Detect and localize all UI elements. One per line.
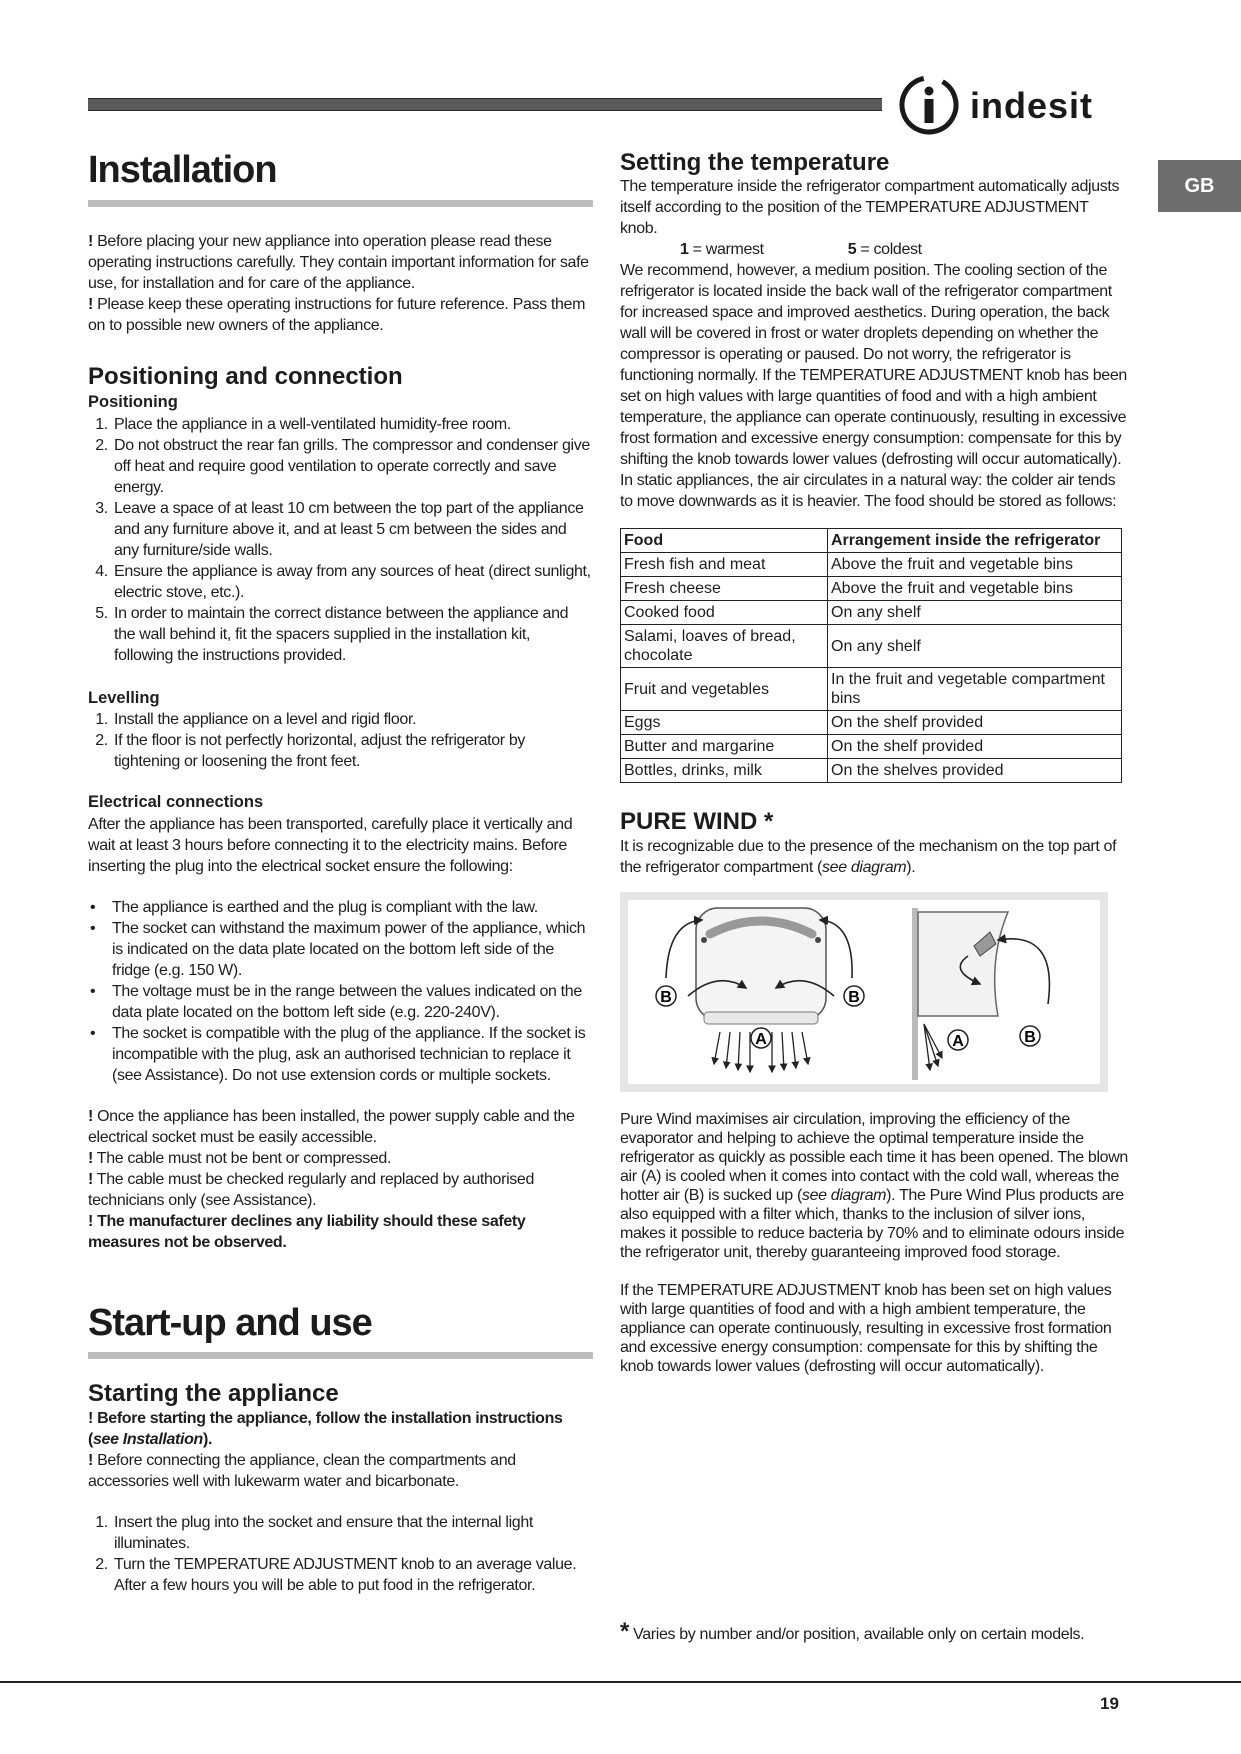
table-header: Arrangement inside the refrigerator bbox=[828, 529, 1122, 553]
warning-text: ! The cable must be checked regularly and replaced by authorised technicians only (see Assistance). bbox=[88, 1170, 535, 1209]
table-cell: On the shelves provided bbox=[828, 759, 1122, 783]
table-cell: On any shelf bbox=[828, 601, 1122, 625]
indesit-logo bbox=[896, 72, 1128, 138]
table-cell: Fruit and vegetables bbox=[621, 668, 828, 711]
starting-heading: Starting the appliance bbox=[88, 1380, 339, 1408]
purewind-heading: PURE WIND * bbox=[620, 808, 774, 836]
purewind-intro: It is recognizable due to the presence of the mechanism on the top part of the refrigerator compartment (see diagram). bbox=[620, 837, 1117, 876]
food-storage-table bbox=[620, 528, 1122, 783]
table-row bbox=[621, 553, 1122, 577]
electrical-bullets bbox=[88, 897, 593, 1086]
diagram-canvas bbox=[628, 900, 1100, 1084]
clean-note: ! Before connecting the appliance, clean the compartments and accessories well with lukewarm water and bicarbonate. bbox=[88, 1451, 516, 1490]
airflow-illustration bbox=[628, 900, 1100, 1084]
table-cell: Cooked food bbox=[621, 601, 828, 625]
list-item: • The voltage must be in the range between the values indicated on the data plate located on the bottom left side (e.g. 220-240V). bbox=[112, 981, 593, 1023]
table-cell: Fresh cheese bbox=[621, 577, 828, 601]
list-item: 5. In order to maintain the correct distance between the appliance and the wall behind it, fit the spacers supplied in the installation kit, following the instructions provided. bbox=[112, 603, 593, 666]
svg-text:B: B bbox=[848, 988, 860, 1006]
table-cell: Bottles, drinks, milk bbox=[621, 759, 828, 783]
svg-text:A: A bbox=[755, 1030, 767, 1048]
warning-text: ! The cable must not be bent or compressed. bbox=[88, 1149, 392, 1167]
footnote-text: Varies by number and/or position, available only on certain models. bbox=[629, 1626, 1085, 1643]
intro-paragraph: ! Please keep these operating instructions for future reference. Pass them on to possible new owners of the appliance. bbox=[88, 295, 586, 334]
electrical-subheading: Electrical connections bbox=[88, 793, 264, 812]
list-item: 1. Place the appliance in a well-ventilated humidity-free room. bbox=[112, 414, 593, 435]
levelling-list bbox=[88, 709, 593, 772]
list-item: 2. If the floor is not perfectly horizontal, adjust the refrigerator by tightening or loosening the front feet. bbox=[112, 730, 593, 772]
svg-text:A: A bbox=[952, 1032, 964, 1050]
positioning-subheading: Positioning bbox=[88, 393, 178, 412]
footnote bbox=[620, 1620, 1120, 1647]
table-cell: Butter and margarine bbox=[621, 735, 828, 759]
table-cell: Eggs bbox=[621, 711, 828, 735]
installation-intro bbox=[88, 231, 593, 336]
electrical-text: After the appliance has been transported, carefully place it vertically and wait at least 3 hours before connecting it to the electricity mains. Before inserting the plug into the electrical socket ensure the following: bbox=[88, 815, 573, 875]
temperature-scale: 1 = warmest 5 = coldest bbox=[680, 241, 922, 259]
title-underline bbox=[88, 200, 593, 207]
list-item: • The appliance is earthed and the plug is compliant with the law. bbox=[112, 897, 593, 918]
table-header-row bbox=[621, 529, 1122, 553]
intro-paragraph: ! Before placing your new appliance into operation please read these operating instructions carefully. They contain important information for safe use, for installation and for care of the appliance. bbox=[88, 232, 589, 292]
list-item: 3. Leave a space of at least 10 cm between the top part of the appliance and any furniture above it, and at least 5 cm between the sides and any furniture/side walls. bbox=[112, 498, 593, 561]
table-row bbox=[621, 759, 1122, 783]
temperature-body: We recommend, however, a medium position. The cooling section of the refrigerator is located inside the back wall of the refrigerator compartment for increased space and improved aesthetics. During operation, the back wall will be covered in frost or water droplets depending on whether the compressor is operating or paused. Do not worry, the refrigerator is functioning normally. If the TEMPERATURE ADJUSTMENT knob has been set on high values with large quantities of food and with a high ambient temperature, the appliance can operate continuously, resulting in excessive frost formation and excessive energy consumption: compensate for this by shifting the knob towards lower values (defrosting will occur automatically). In static appliances, the air circulates in a natural way: the colder air tends to move downwards as it is heavier. The food should be stored as follows: bbox=[620, 262, 1127, 511]
svg-text:B: B bbox=[660, 988, 672, 1006]
warnings bbox=[88, 1106, 593, 1253]
table-cell: In the fruit and vegetable compartment bins bbox=[828, 668, 1122, 711]
list-item: 2. Do not obstruct the rear fan grills. The compressor and condenser give off heat and require good ventilation to operate correctly and save energy. bbox=[112, 435, 593, 498]
right-column bbox=[620, 150, 1128, 1376]
positioning-heading: Positioning and connection bbox=[88, 362, 403, 390]
language-tab: GB bbox=[1158, 160, 1241, 212]
table-row bbox=[621, 711, 1122, 735]
svg-text:B: B bbox=[1024, 1028, 1036, 1046]
left-column bbox=[88, 150, 593, 1596]
table-row bbox=[621, 577, 1122, 601]
table-row bbox=[621, 735, 1122, 759]
purewind-note: If the TEMPERATURE ADJUSTMENT knob has been set on high values with large quantities of food and with a high ambient temperature, the appliance can operate continuously, resulting in excessive frost formation and excessive energy consumption: compensate for this by shifting the knob towards lower values (defrosting will occur automatically). bbox=[620, 1281, 1112, 1375]
table-cell: On the shelf provided bbox=[828, 735, 1122, 759]
table-cell: Above the fruit and vegetable bins bbox=[828, 577, 1122, 601]
table-cell: On any shelf bbox=[828, 625, 1122, 668]
startup-steps bbox=[88, 1512, 593, 1596]
footer-rule bbox=[0, 1681, 1241, 1683]
liability-notice: ! The manufacturer declines any liability should these safety measures not be observed. bbox=[88, 1212, 526, 1251]
warning-text: ! Once the appliance has been installed, the power supply cable and the electrical socket must be easily accessible. bbox=[88, 1107, 575, 1146]
table-cell: Fresh fish and meat bbox=[621, 553, 828, 577]
list-item: 2. Turn the TEMPERATURE ADJUSTMENT knob to an average value. After a few hours you will be able to put food in the refrigerator. bbox=[112, 1554, 593, 1596]
table-cell: On the shelf provided bbox=[828, 711, 1122, 735]
installation-title: Installation bbox=[88, 149, 277, 191]
header-bar bbox=[88, 98, 882, 111]
table-cell: Salami, loaves of bread, chocolate bbox=[621, 625, 828, 668]
temperature-intro: The temperature inside the refrigerator compartment automatically adjusts itself according to the position of the TEMPERATURE ADJUSTMENT knob. bbox=[620, 178, 1120, 238]
table-row bbox=[621, 668, 1122, 711]
svg-text:indesit: indesit bbox=[970, 85, 1094, 126]
table-row bbox=[621, 601, 1122, 625]
positioning-list bbox=[88, 414, 593, 666]
table-header: Food bbox=[621, 529, 828, 553]
table-cell: Above the fruit and vegetable bins bbox=[828, 553, 1122, 577]
levelling-subheading: Levelling bbox=[88, 688, 160, 707]
footnote-star: * bbox=[620, 1618, 629, 1645]
startup-title: Start-up and use bbox=[88, 1301, 372, 1344]
purewind-description: Pure Wind maximises air circulation, improving the efficiency of the evaporator and helping to achieve the optimal temperature inside the refrigerator as quickly as possible each time it has been opened. The blown air (A) is cooled when it comes into contact with the cold wall, whereas the hotter air (B) is sucked up (see diagram). The Pure Wind Plus products are also equipped with a filter which, thanks to the inclusion of silver ions, makes it possible to reduce bacteria by 70% and to eliminate odours inside the refrigerator unit, thereby guaranteeing improved food storage. bbox=[620, 1110, 1128, 1261]
list-item: 1. Insert the plug into the socket and ensure that the internal light illuminates. bbox=[112, 1512, 593, 1554]
page-number: 19 bbox=[1100, 1694, 1119, 1713]
temperature-heading: Setting the temperature bbox=[620, 149, 890, 176]
purewind-diagram bbox=[620, 892, 1108, 1092]
startup-bold-note: ! Before starting the appliance, follow the installation instructions (see Installation). bbox=[88, 1409, 563, 1448]
table-row bbox=[621, 625, 1122, 668]
list-item: • The socket can withstand the maximum power of the appliance, which is indicated on the data plate located on the bottom left side of the fridge (e.g. 150 W). bbox=[112, 918, 593, 981]
title-underline bbox=[88, 1352, 593, 1359]
list-item: 1. Install the appliance on a level and rigid floor. bbox=[112, 709, 593, 730]
list-item: 4. Ensure the appliance is away from any sources of heat (direct sunlight, electric stove, etc.). bbox=[112, 561, 593, 603]
list-item: • The socket is compatible with the plug of the appliance. If the socket is incompatible with the plug, ask an authorised technician to replace it (see Assistance). Do not use extension cords or multiple sockets. bbox=[112, 1023, 593, 1086]
